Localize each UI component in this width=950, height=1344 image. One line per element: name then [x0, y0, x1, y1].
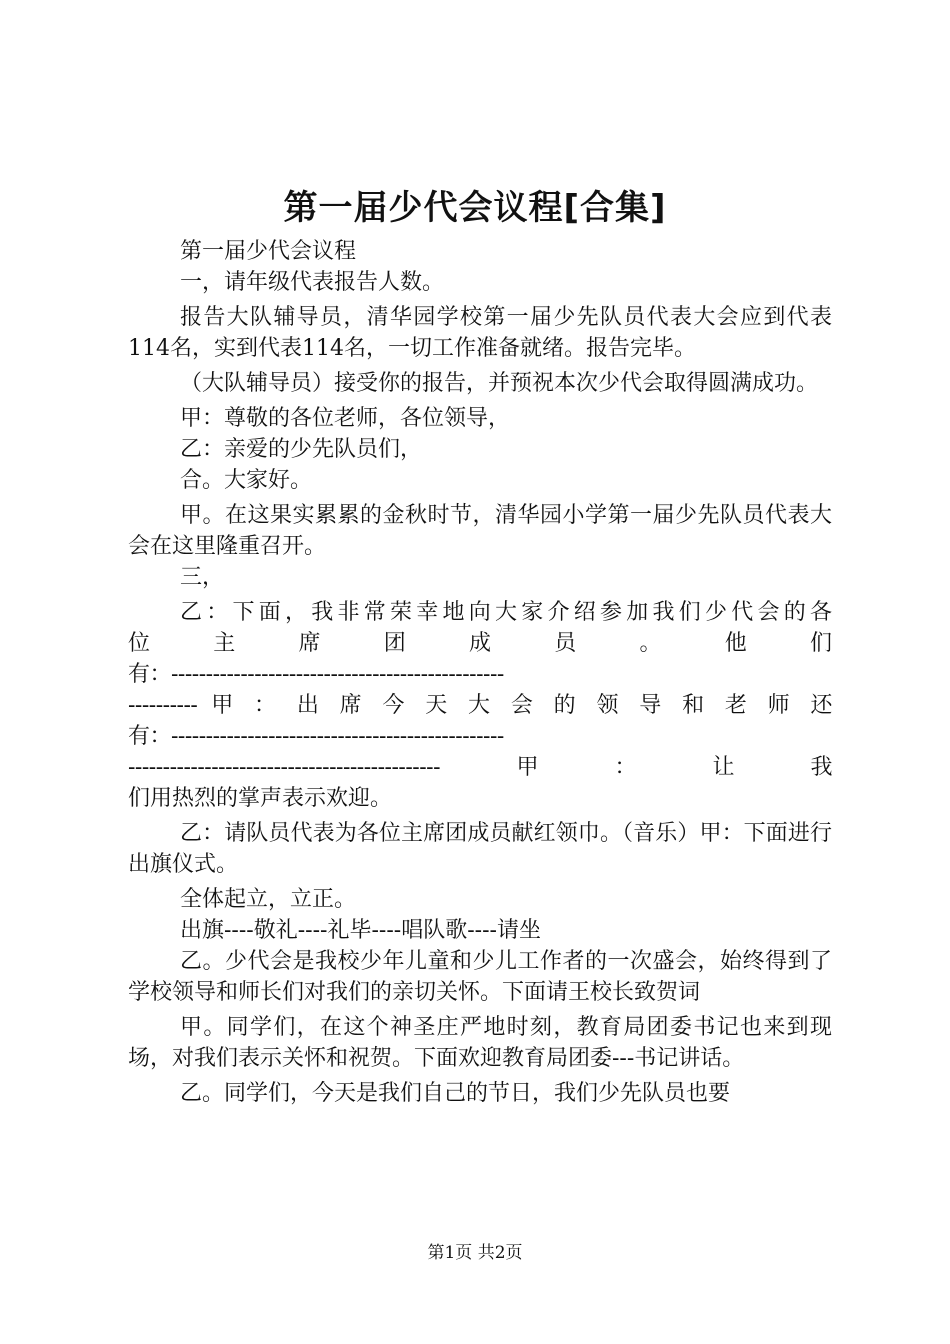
paragraph: 全体起立，立正。: [180, 887, 357, 912]
document-title: 第一届少代会议程[合集]: [283, 188, 667, 228]
paragraph: （大队辅导员）接受你的报告，并预祝本次少代会取得圆满成功。: [180, 371, 819, 396]
paragraph-line: 位 主 席 团 成 员 。 他 们: [128, 631, 832, 656]
paragraph: 乙。少代会是我校少年儿童和少儿工作者的一次盛会，始终得到了学校领导和师长们对我们的亲切关怀。下面请王校长致贺词: [128, 949, 832, 1005]
document-body: [128, 236, 832, 1109]
paragraph-line: ---------- 甲 ： 出 席 今 天 大 会 的 领 导 和 老 师 还: [128, 693, 832, 718]
paragraph-line: 们用热烈的掌声表示欢迎。: [128, 786, 393, 811]
paragraph: 合。大家好。: [180, 468, 313, 493]
paragraph: 乙。同学们，今天是我们自己的节日，我们少先队员也要: [180, 1081, 731, 1106]
paragraph: 一，请年级代表报告人数。: [180, 270, 445, 295]
paragraph-line: ---------------------------------------------甲：让我: [128, 755, 832, 780]
paragraph: 出旗----敬礼----礼毕----唱队歌----请坐: [180, 918, 541, 943]
page-footer: 第1页 共2页: [427, 1243, 523, 1263]
paragraph: 乙：亲爱的少先队员们，: [180, 437, 423, 462]
paragraph-heading: 第一届少代会议程: [180, 239, 357, 264]
paragraph-line: 乙：下面，我非常荣幸地向大家介绍参加我们少代会的各: [180, 600, 832, 625]
paragraph: 乙：请队员代表为各位主席团成员献红领巾。（音乐）甲：下面进行出旗仪式。: [128, 821, 832, 877]
paragraph-line: 有：------------------------------------------------: [128, 724, 504, 749]
paragraph: 甲。同学们，在这个神圣庄严地时刻，教育局团委书记也来到现场，对我们表示关怀和祝贺。下面欢迎教育局团委---书记讲话。: [128, 1015, 832, 1071]
paragraph-line: 有：------------------------------------------------: [128, 662, 504, 687]
paragraph: 报告大队辅导员，清华园学校第一届少先队员代表大会应到代表114名，实到代表114名，一切工作准备就绪。报告完毕。: [128, 305, 832, 361]
paragraph: 甲：尊敬的各位老师，各位领导，: [180, 406, 511, 431]
paragraph: 三，: [180, 565, 225, 590]
paragraph: 甲。在这果实累累的金秋时节，清华园小学第一届少先队员代表大会在这里隆重召开。: [128, 503, 832, 559]
